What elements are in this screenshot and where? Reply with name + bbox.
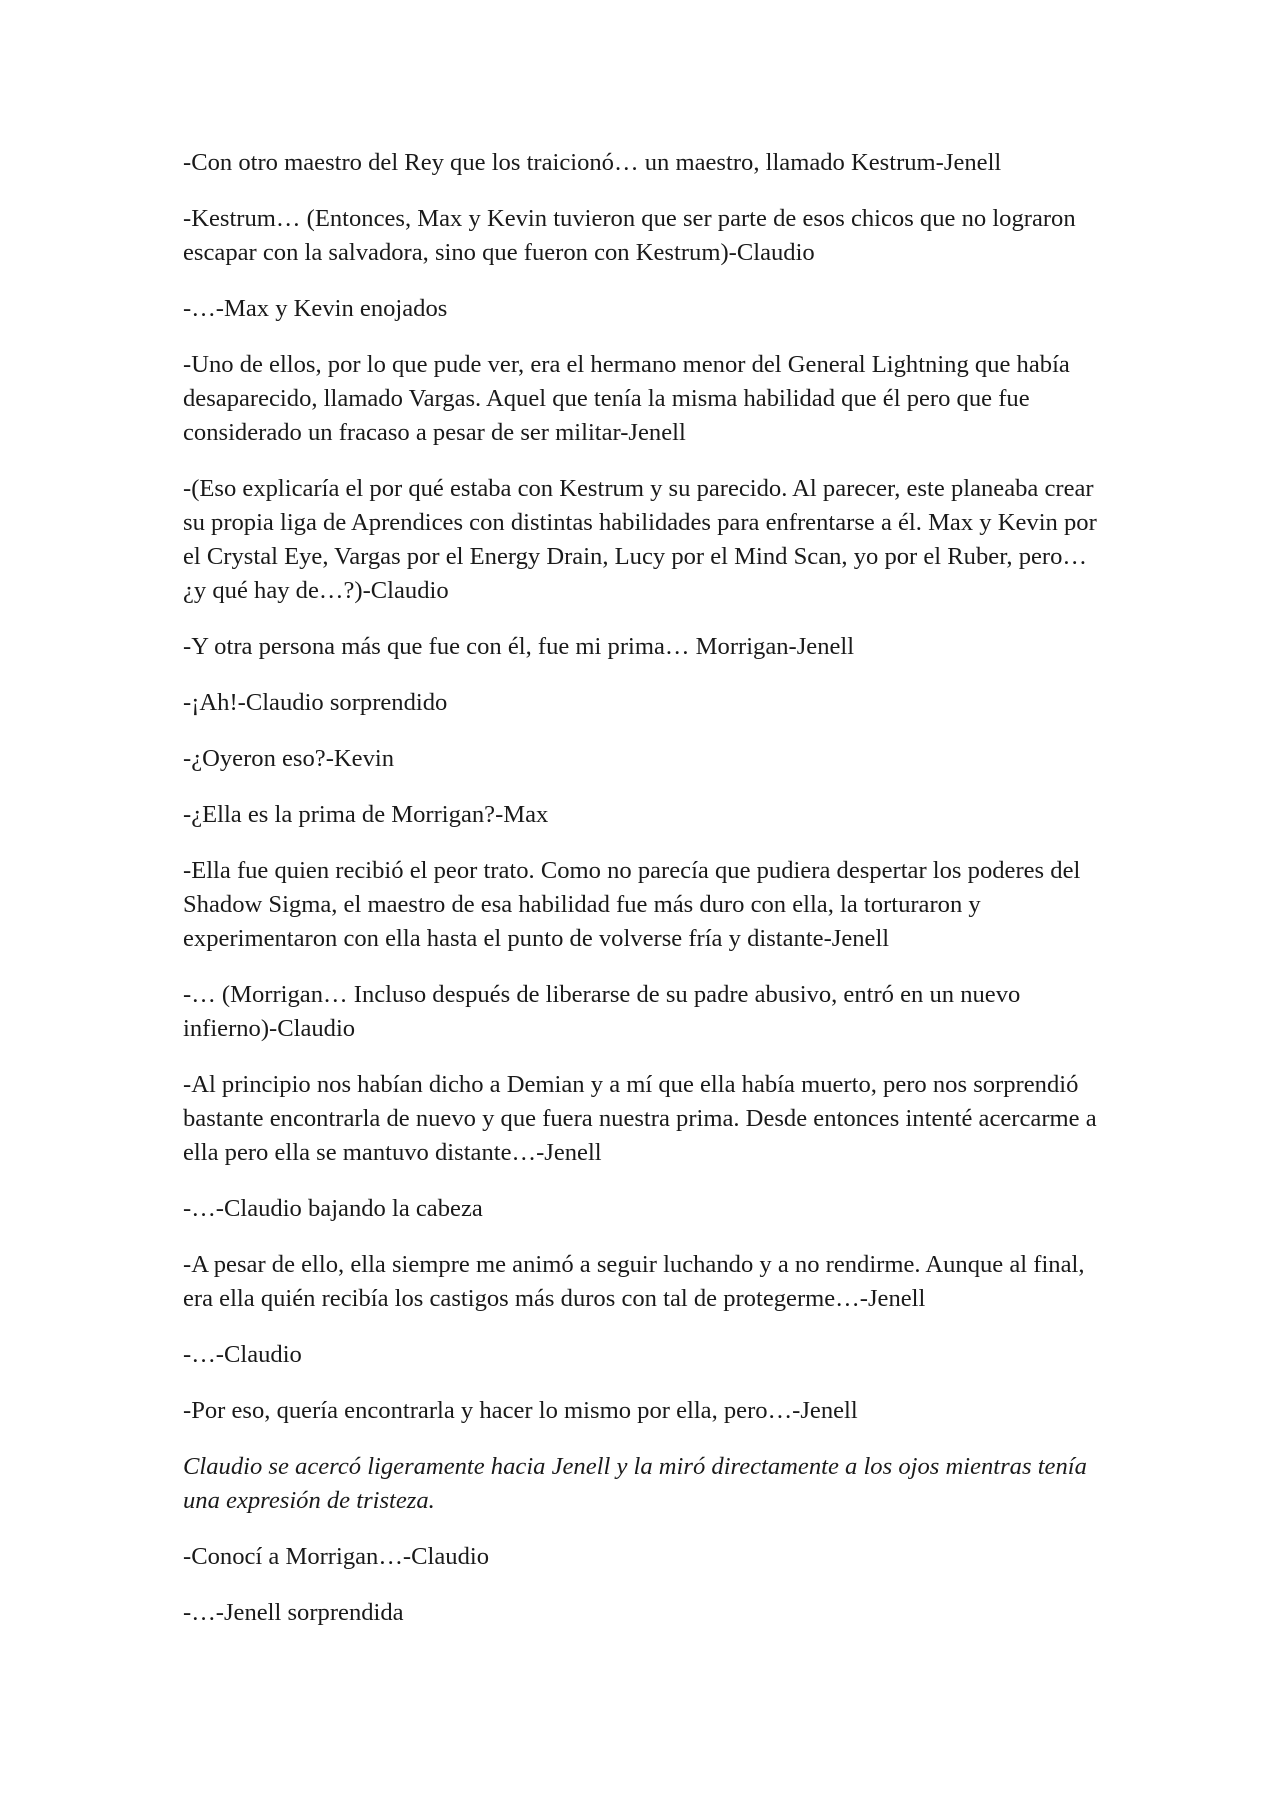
paragraph-8: -¿Oyeron eso?-Kevin	[183, 745, 395, 772]
paragraph-6: -Y otra persona más que fue con él, fue mi prima… Morrigan-Jenell	[183, 633, 855, 660]
paragraph-13: -…-Claudio bajando la cabeza	[183, 1195, 483, 1222]
narration-paragraph: Claudio se acercó ligeramente hacia Jenell y la miró directamente a los ojos mientras tenía una expresión de tristeza.	[183, 1453, 1087, 1514]
paragraph-4: -Uno de ellos, por lo que pude ver, era el hermano menor del General Lightning que había desaparecido, llamado Vargas. Aquel que tenía la misma habilidad que él pero que fue considerado un fracaso a pesar de ser militar-Jenell	[183, 351, 1070, 446]
paragraph-15: -…-Claudio	[183, 1341, 302, 1368]
paragraph-7: -¡Ah!-Claudio sorprendido	[183, 689, 448, 716]
paragraph-1: -Con otro maestro del Rey que los traicionó… un maestro, llamado Kestrum-Jenell	[183, 149, 1002, 176]
paragraph-14: -A pesar de ello, ella siempre me animó a seguir luchando y a no rendirme. Aunque al final, era ella quién recibía los castigos más duros con tal de protegerme…-Jenell	[183, 1251, 1085, 1312]
paragraph-18: -Conocí a Morrigan…-Claudio	[183, 1543, 489, 1570]
paragraph-10: -Ella fue quien recibió el peor trato. Como no parecía que pudiera despertar los poderes del Shadow Sigma, el maestro de esa habilidad fue más duro con ella, la torturaron y experimentaron con ella hasta el punto de volverse fría y distante-Jenell	[183, 857, 1081, 952]
paragraph-19: -…-Jenell sorprendida	[183, 1599, 404, 1626]
paragraph-11: -… (Morrigan… Incluso después de liberarse de su padre abusivo, entró en un nuevo infierno)-Claudio	[183, 981, 1021, 1042]
paragraph-2: -Kestrum… (Entonces, Max y Kevin tuvieron que ser parte de esos chicos que no lograron escapar con la salvadora, sino que fueron con Kestrum)-Claudio	[183, 205, 1076, 266]
paragraph-16: -Por eso, quería encontrarla y hacer lo mismo por ella, pero…-Jenell	[183, 1397, 858, 1424]
paragraph-9: -¿Ella es la prima de Morrigan?-Max	[183, 801, 549, 828]
paragraph-12: -Al principio nos habían dicho a Demian y a mí que ella había muerto, pero nos sorprendió bastante encontrarla de nuevo y que fuera nuestra prima. Desde entonces intenté acercarme a ella pero ella se mantuvo distante…-Jenell	[183, 1071, 1097, 1166]
document-body	[183, 146, 1103, 1652]
paragraph-3: -…-Max y Kevin enojados	[183, 295, 448, 322]
paragraph-5: -(Eso explicaría el por qué estaba con Kestrum y su parecido. Al parecer, este planeaba crear su propia liga de Aprendices con distintas habilidades para enfrentarse a él. Max y Kevin por el Crystal Eye, Vargas por el Energy Drain, Lucy por el Mind Scan, yo por el Ruber, pero… ¿y qué hay de…?)-Claudio	[183, 475, 1097, 604]
